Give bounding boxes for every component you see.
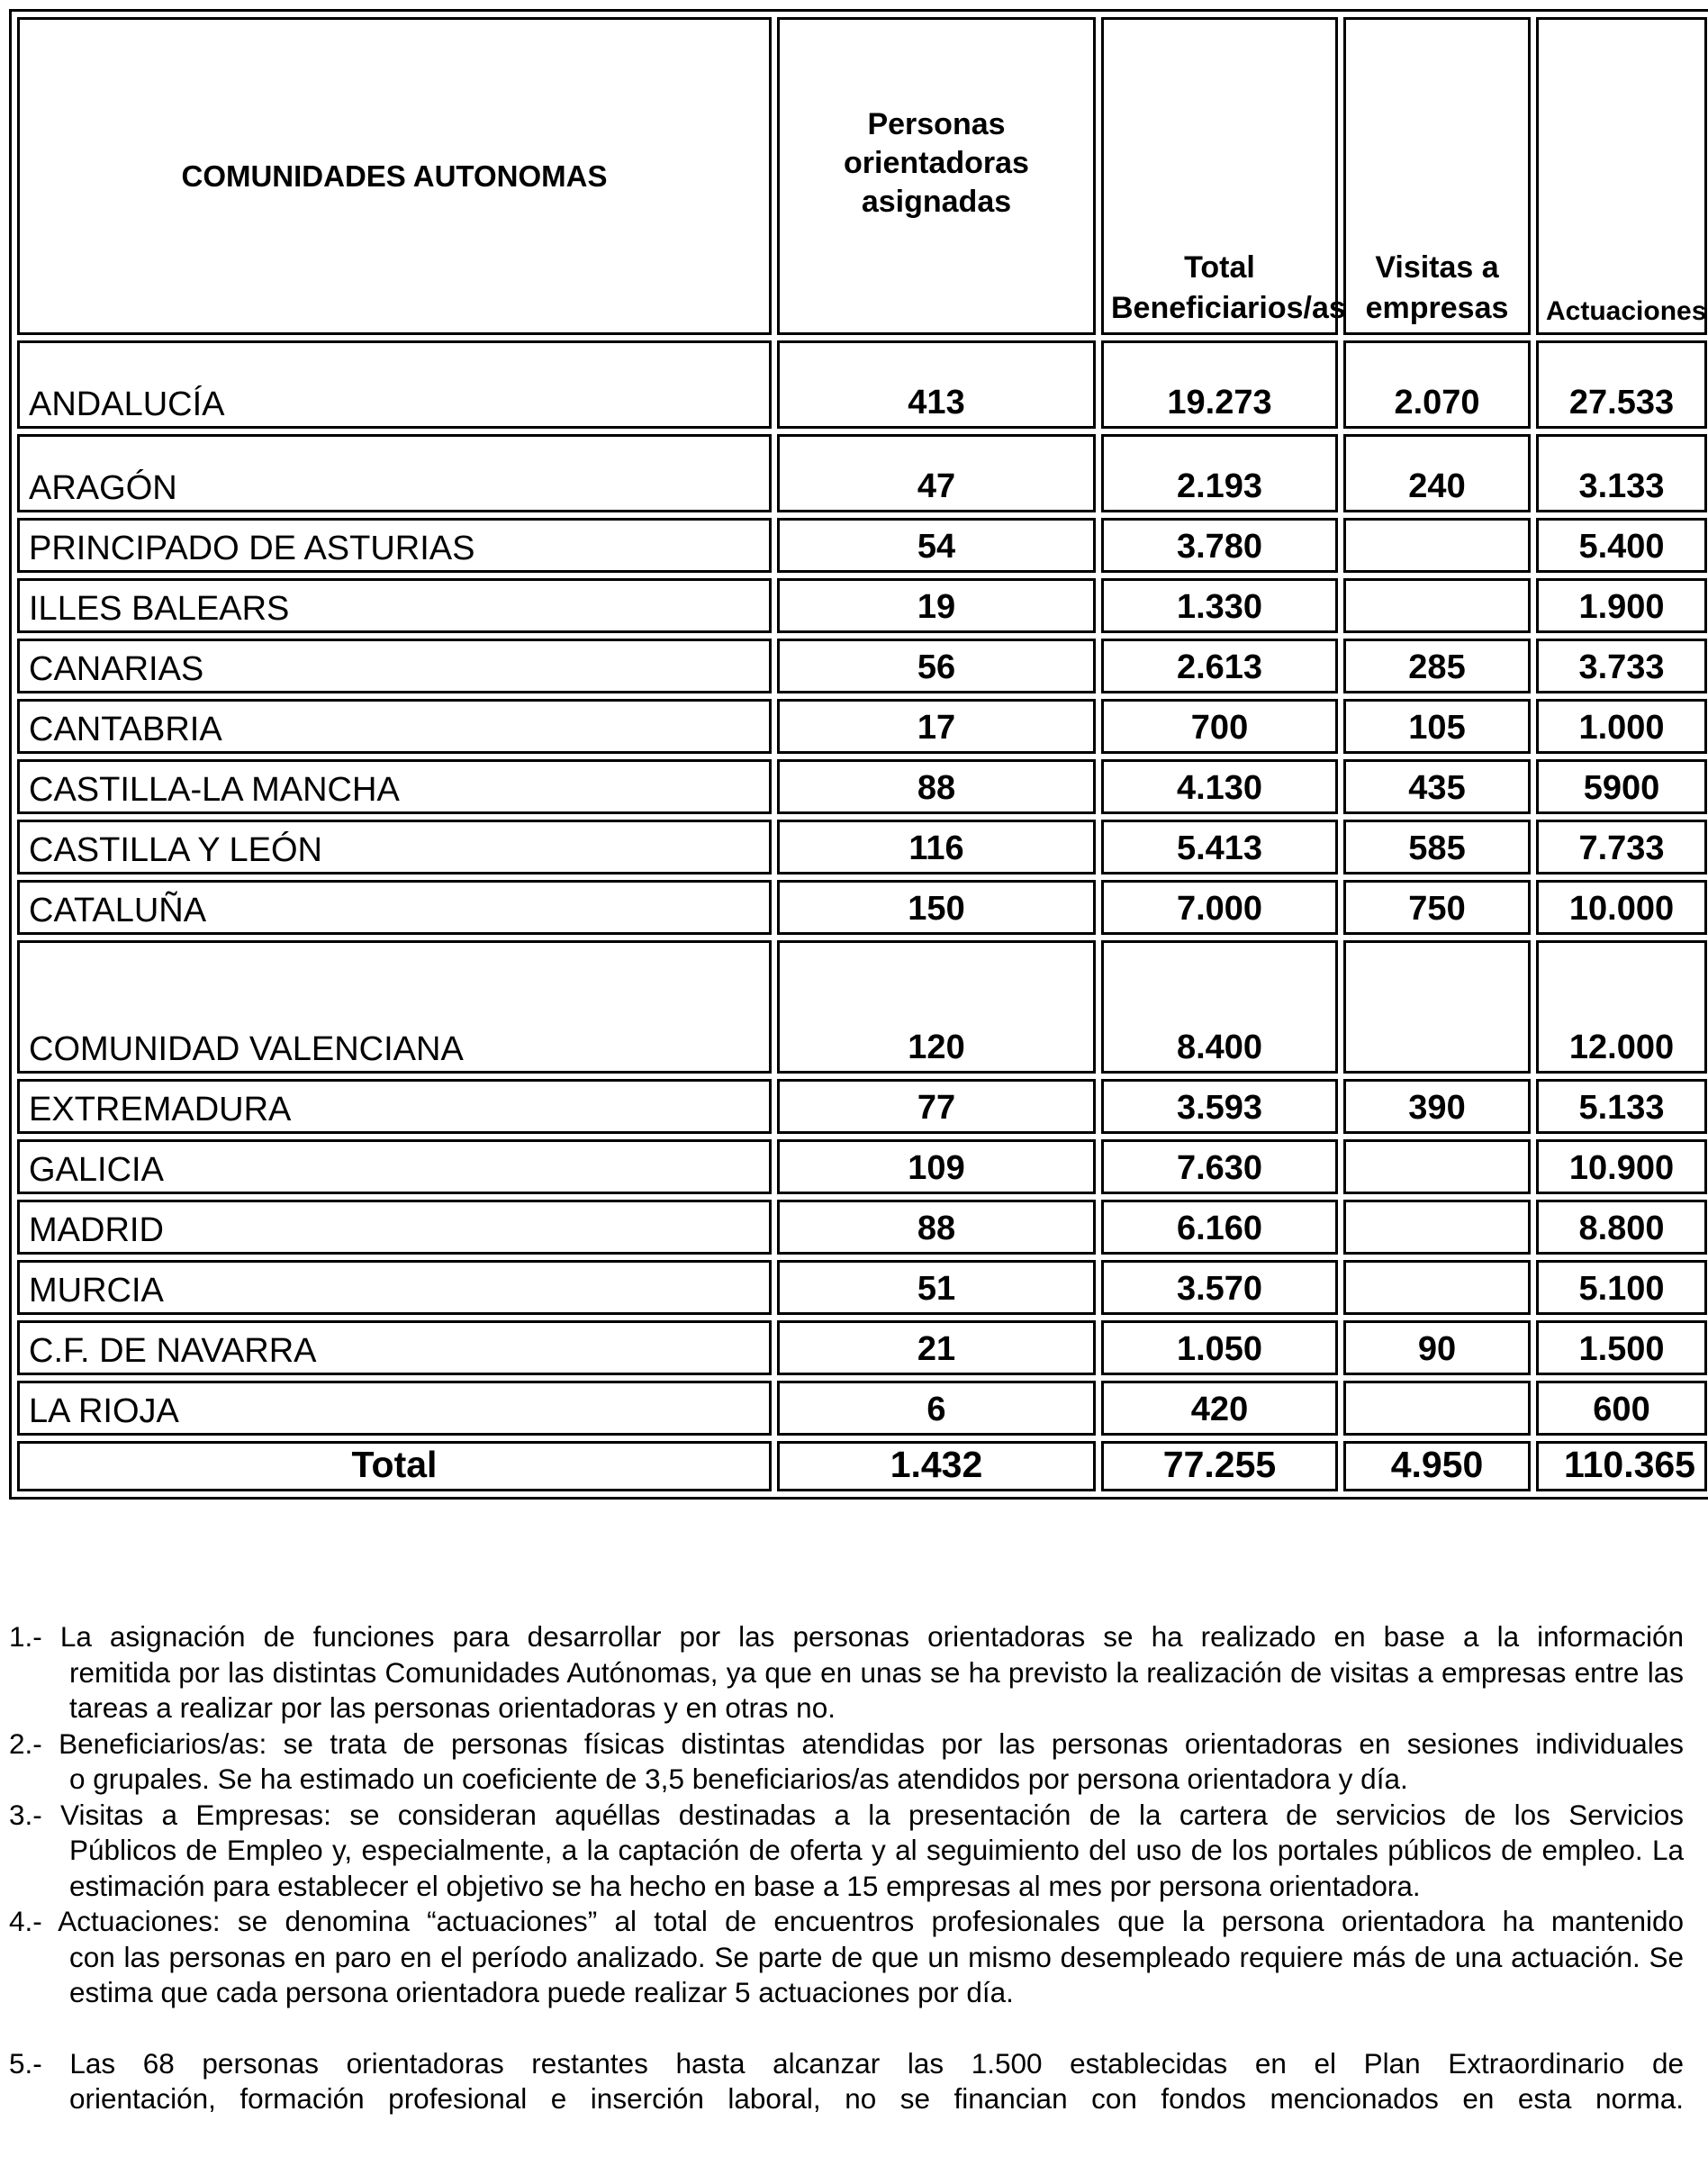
cell-visits [1343,578,1531,633]
cell-visits: 90 [1343,1320,1531,1375]
total-persons: 1.432 [777,1441,1096,1491]
cell-visits: 285 [1343,639,1531,693]
cell-name: CASTILLA Y LEÓN [17,820,772,875]
footnote-first-line: 2.- Beneficiarios/as: se trata de personas físicas distintas atendidas por las personas orientadoras en sesiones individuales [9,1727,1684,1760]
cell-name: MADRID [17,1200,772,1255]
table-row [17,578,1707,633]
cell-actions: 12.000 [1536,940,1707,1074]
cell-persons: 56 [777,639,1096,693]
cell-visits: 105 [1343,699,1531,754]
cell-visits [1343,940,1531,1074]
footnote-first-line: 1.- La asignación de funciones para desarrollar por las personas orientadoras se ha realizado en base a la información [9,1620,1684,1653]
cell-beneficiaries: 3.780 [1101,518,1338,573]
cell-beneficiaries: 8.400 [1101,940,1338,1074]
cell-actions: 7.733 [1536,820,1707,875]
table-row [17,759,1707,814]
cell-name: ARAGÓN [17,434,772,512]
cell-beneficiaries: 6.160 [1101,1200,1338,1255]
cell-beneficiaries: 7.630 [1101,1139,1338,1194]
cell-name: CANARIAS [17,639,772,693]
cell-beneficiaries: 1.050 [1101,1320,1338,1375]
table-row [17,434,1707,512]
cell-persons: 21 [777,1320,1096,1375]
table-row [17,699,1707,754]
footnote-first-line: 3.- Visitas a Empresas: se consideran aquéllas destinadas a la presentación de la cartera de servicios de los Servicios [9,1798,1684,1831]
cell-visits [1343,1381,1531,1436]
cell-persons: 19 [777,578,1096,633]
footnote [9,1904,1684,2011]
table-row [17,1139,1707,1194]
cell-beneficiaries: 1.330 [1101,578,1338,633]
cell-visits: 390 [1343,1079,1531,1134]
footnote-continuation: con las personas en paro en el período analizado. Se parte de que un mismo desempleado requiere más de una actuación. Se estima que cada persona orientadora puede realizar 5 actuaciones por día. [69,1940,1684,2008]
table-row [17,639,1707,693]
total-label: Total [17,1441,772,1491]
cell-beneficiaries: 19.273 [1101,340,1338,429]
total-row [17,1441,1707,1491]
cell-name: ANDALUCÍA [17,340,772,429]
cell-persons: 413 [777,340,1096,429]
cell-name: EXTREMADURA [17,1079,772,1134]
cell-name: GALICIA [17,1139,772,1194]
header-persons: Personas orientadoras asignadas [777,17,1096,335]
cell-persons: 17 [777,699,1096,754]
cell-visits [1343,1260,1531,1315]
cell-persons: 77 [777,1079,1096,1134]
table-row [17,518,1707,573]
table-row [17,1320,1707,1375]
cell-actions: 3.133 [1536,434,1707,512]
cell-actions: 5.133 [1536,1079,1707,1134]
cell-persons: 47 [777,434,1096,512]
footnotes [9,1619,1684,2117]
cell-visits: 435 [1343,759,1531,814]
cell-beneficiaries: 4.130 [1101,759,1338,814]
cell-persons: 54 [777,518,1096,573]
cell-visits: 585 [1343,820,1531,875]
total-actions: 110.365 [1536,1441,1707,1491]
footnote-continuation: Públicos de Empleo y, especialmente, a la captación de oferta y al seguimiento del uso de los portales públicos de empleo. La estimación para establecer el objetivo se ha hecho en base a 15 empresas al mes por persona orientadora. [69,1834,1684,1902]
cell-name: ILLES BALEARS [17,578,772,633]
table-row [17,880,1707,935]
cell-name: PRINCIPADO DE ASTURIAS [17,518,772,573]
cell-visits [1343,518,1531,573]
communities-table [9,9,1708,1500]
cell-visits: 240 [1343,434,1531,512]
cell-beneficiaries: 3.570 [1101,1260,1338,1315]
cell-actions: 5.400 [1536,518,1707,573]
footnote [9,1619,1684,1727]
cell-persons: 51 [777,1260,1096,1315]
total-visits: 4.950 [1343,1441,1531,1491]
cell-persons: 6 [777,1381,1096,1436]
cell-name: MURCIA [17,1260,772,1315]
cell-beneficiaries: 700 [1101,699,1338,754]
footnote-continuation: remitida por las distintas Comunidades Autónomas, ya que en unas se ha previsto la realización de visitas a empresas entre las tareas a realizar por las personas orientadoras y en otras no. [69,1655,1684,1724]
cell-beneficiaries: 420 [1101,1381,1338,1436]
cell-actions: 5900 [1536,759,1707,814]
footnote [9,1798,1684,1905]
table-row [17,340,1707,429]
cell-actions: 8.800 [1536,1200,1707,1255]
cell-actions: 10.000 [1536,880,1707,935]
header-actions: Actuaciones [1536,17,1707,335]
cell-persons: 150 [777,880,1096,935]
header-beneficiaries: Total Beneficiarios/as [1101,17,1338,335]
cell-name: CANTABRIA [17,699,772,754]
table-row [17,1200,1707,1255]
footnote-first-line: 5.- Las 68 personas orientadoras restantes hasta alcanzar las 1.500 establecidas en el Plan Extraordinario de [9,2046,1684,2080]
cell-visits [1343,1139,1531,1194]
cell-visits: 2.070 [1343,340,1531,429]
cell-actions: 3.733 [1536,639,1707,693]
footnote-continuation: orientación, formación profesional e inserción laboral, no se financian con fondos mencionados en esta norma. [69,2082,1684,2115]
cell-persons: 88 [777,759,1096,814]
footnote [9,1727,1684,1798]
cell-persons: 109 [777,1139,1096,1194]
header-communities: COMUNIDADES AUTONOMAS [17,17,772,335]
cell-beneficiaries: 3.593 [1101,1079,1338,1134]
cell-beneficiaries: 2.193 [1101,434,1338,512]
cell-beneficiaries: 7.000 [1101,880,1338,935]
cell-name: CASTILLA-LA MANCHA [17,759,772,814]
cell-actions: 1.900 [1536,578,1707,633]
cell-beneficiaries: 5.413 [1101,820,1338,875]
cell-actions: 1.500 [1536,1320,1707,1375]
footnote [9,2046,1684,2117]
table-row [17,1381,1707,1436]
cell-visits [1343,1200,1531,1255]
cell-visits: 750 [1343,880,1531,935]
cell-actions: 600 [1536,1381,1707,1436]
table-row [17,1079,1707,1134]
header-row [17,17,1707,335]
cell-actions: 5.100 [1536,1260,1707,1315]
cell-persons: 120 [777,940,1096,1074]
cell-persons: 116 [777,820,1096,875]
footnote-first-line: 4.- Actuaciones: se denomina “actuaciones” al total de encuentros profesionales que la persona orientadora ha mantenido [9,1905,1684,1937]
cell-name: LA RIOJA [17,1381,772,1436]
table-row [17,1260,1707,1315]
table-row [17,820,1707,875]
cell-actions: 10.900 [1536,1139,1707,1194]
cell-persons: 88 [777,1200,1096,1255]
footnote-continuation: o grupales. Se ha estimado un coeficiente de 3,5 beneficiarios/as atendidos por persona orientadora y día. [69,1763,1408,1795]
cell-name: COMUNIDAD VALENCIANA [17,940,772,1074]
cell-name: CATALUÑA [17,880,772,935]
total-beneficiaries: 77.255 [1101,1441,1338,1491]
cell-beneficiaries: 2.613 [1101,639,1338,693]
cell-actions: 1.000 [1536,699,1707,754]
cell-name: C.F. DE NAVARRA [17,1320,772,1375]
cell-actions: 27.533 [1536,340,1707,429]
header-visits: Visitas a empresas [1343,17,1531,335]
table-row [17,940,1707,1074]
